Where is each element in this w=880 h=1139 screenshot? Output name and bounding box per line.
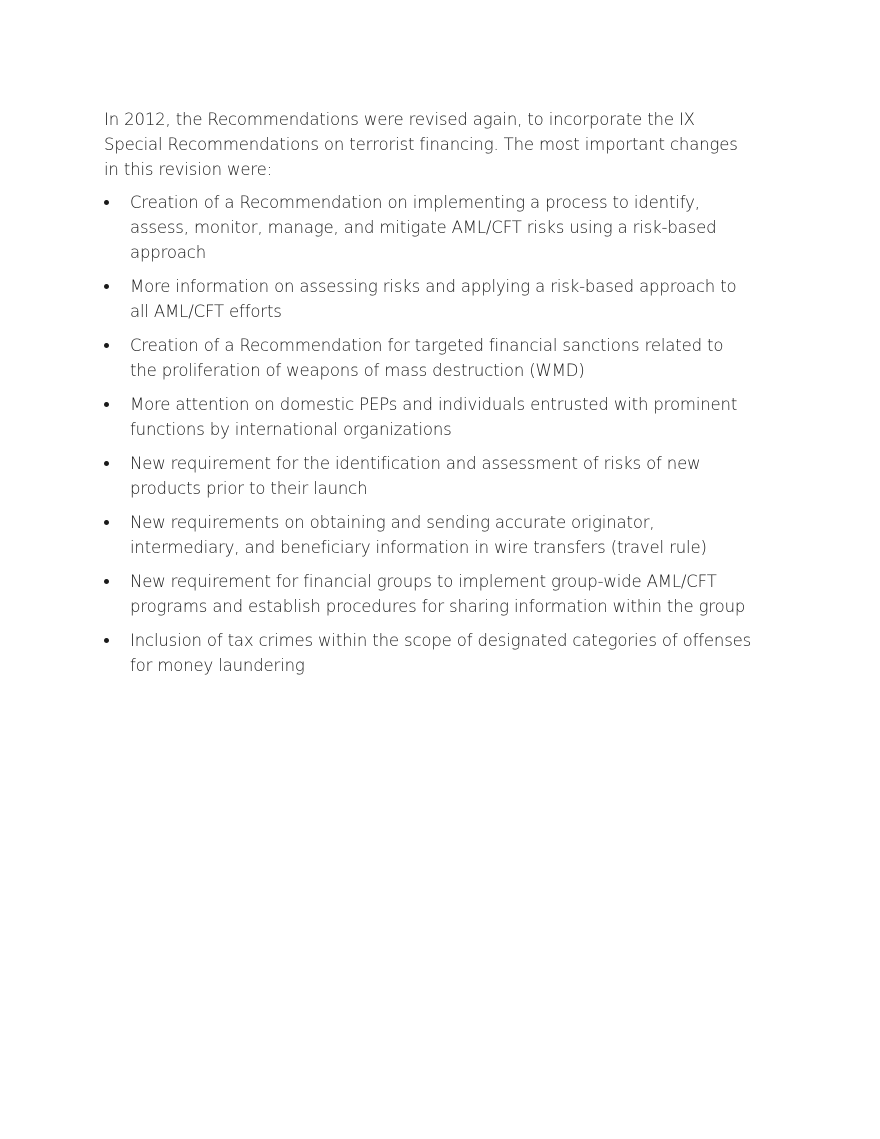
list-item [104, 392, 754, 442]
list-item [104, 333, 754, 383]
list-item-text: More attention on domestic PEPs and individuals entrusted with prominent functions by international organizations [130, 395, 738, 439]
list-item-text: Creation of a Recommendation on implementing a process to identify, assess, monitor, manage, and mitigate AML/CFT risks using a risk-based approach [130, 193, 717, 262]
list-item-text: Creation of a Recommendation for targeted financial sanctions related to the proliferation of weapons of mass destruction (WMD) [130, 336, 724, 380]
bullet-dot-icon [104, 402, 109, 407]
bullet-dot-icon [104, 461, 109, 466]
bullet-dot-icon [104, 200, 109, 205]
list-item [104, 190, 754, 265]
list-item-text: More information on assessing risks and applying a risk-based approach to all AML/CFT efforts [130, 277, 737, 321]
document-body [104, 107, 754, 687]
list-item-text: Inclusion of tax crimes within the scope of designated categories of offenses for money laundering [130, 631, 752, 675]
list-item [104, 628, 754, 678]
intro-paragraph: In 2012, the Recommendations were revised again, to incorporate the IX Special Recommendations on terrorist financing. The most important changes in this revision were: [104, 110, 738, 179]
list-item [104, 274, 754, 324]
list-item-text: New requirement for the identification and assessment of risks of new products prior to their launch [130, 454, 701, 498]
bullet-dot-icon [104, 579, 109, 584]
list-item-text: New requirement for financial groups to implement group-wide AML/CFT programs and establish procedures for sharing information within the group [130, 572, 746, 616]
bullet-dot-icon [104, 343, 109, 348]
bullet-dot-icon [104, 284, 109, 289]
list-item [104, 451, 754, 501]
list-item [104, 569, 754, 619]
list-item [104, 510, 754, 560]
list-item-text: New requirements on obtaining and sending accurate originator, intermediary, and beneficiary information in wire transfers (travel rule) [130, 513, 707, 557]
bullet-dot-icon [104, 638, 109, 643]
bullet-list [104, 190, 754, 678]
bullet-dot-icon [104, 520, 109, 525]
